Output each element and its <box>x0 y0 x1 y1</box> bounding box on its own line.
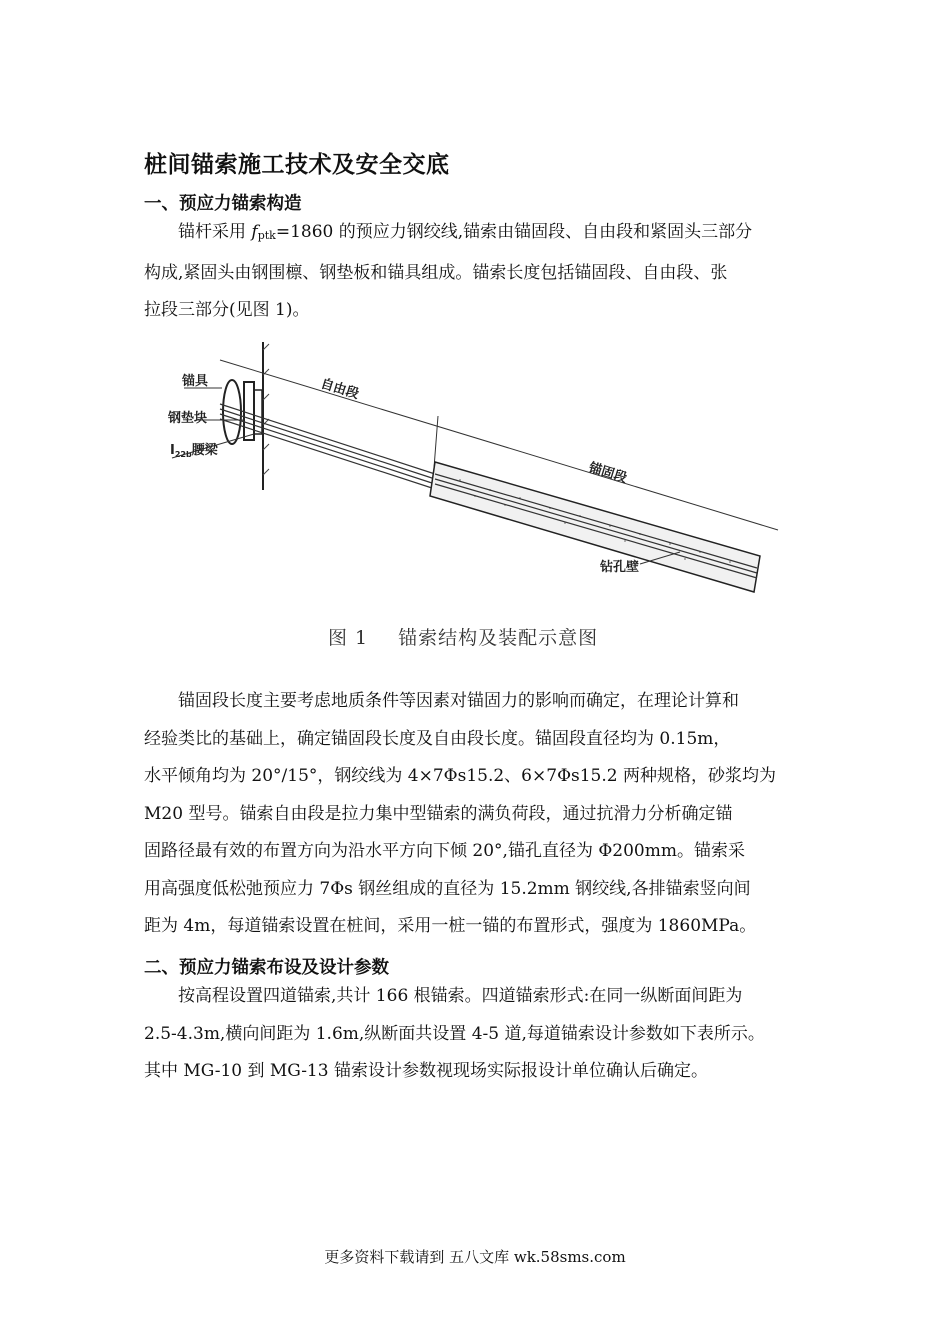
paragraph-3-line: 按高程设置四道锚索,共计 166 根锚索。四道锚索形式:在同一纵断面间距为 <box>178 986 743 1006</box>
document-title: 桩间锚索施工技术及安全交底 <box>144 152 450 178</box>
label-borehole-wall: 钻孔壁 <box>600 560 640 575</box>
label-anchor: 锚具 <box>182 374 209 389</box>
figure-caption-text: 锚索结构及装配示意图 <box>398 627 599 649</box>
section-heading-1: 一、预应力锚索构造 <box>144 194 302 214</box>
figure-caption <box>328 623 598 650</box>
label-beam-suffix: 腰梁 <box>191 443 218 458</box>
paragraph-3-line: 2.5-4.3m,横向间距为 1.6m,纵断面共设置 4-5 道,每道锚索设计参数如下表所示。 <box>144 1023 765 1044</box>
anchor-head-shape <box>223 380 241 444</box>
paragraph-1 <box>144 214 808 330</box>
label-beam <box>170 442 219 459</box>
text-span: 锚杆采用 <box>178 222 252 242</box>
paragraph-1-line-2: 构成,紧固头由钢围檩、钢垫板和锚具组成。锚索长度包括锚固段、自由段、张 <box>144 262 728 283</box>
paragraph-2-line: 经验类比的基础上，确定锚固段长度及自由段长度。锚固段直径均为 0.15m， <box>144 728 731 749</box>
anchor-structure-figure <box>160 330 790 610</box>
fixed-segment-body <box>430 462 760 592</box>
paragraph-3-line: 其中 MG-10 到 MG-13 锚索设计参数视现场实际报设计单位确认后确定。 <box>144 1061 708 1081</box>
paragraph-2-line: 水平倾角均为 20°/15°，钢绞线为 4×7Φs15.2、6×7Φs15.2 两种规格，砂浆均为 <box>144 766 776 786</box>
paragraph-2-line: 固路径最有效的布置方向为沿水平方向下倾 20°,锚孔直径为 Φ200mm。锚索采 <box>144 841 745 861</box>
paragraph-2 <box>144 683 808 946</box>
label-free-segment: 自由段 <box>318 376 361 403</box>
paragraph-2-line: 距为 4m，每道锚索设置在桩间，采用一桩一锚的布置形式，强度为 1860MPa。 <box>144 916 757 936</box>
paragraph-1-line-1 <box>144 214 808 255</box>
paragraph-2-line: 锚固段长度主要考虑地质条件等因素对锚固力的影响而确定，在理论计算和 <box>178 691 739 711</box>
paragraph-3 <box>144 978 808 1091</box>
text-span: =1860 的预应力钢绞线,锚索由锚固段、自由段和紧固头三部分 <box>275 222 753 242</box>
figure-number: 图 1 <box>328 627 369 649</box>
symbol-subscript: ptk <box>257 229 276 242</box>
free-segment-tendons <box>220 404 435 489</box>
steel-plate-shape <box>244 382 254 440</box>
paragraph-1-line-3: 拉段三部分(见图 1)。 <box>144 300 310 320</box>
paragraph-2-line: 用高强度低松弛预应力 7Φs 钢丝组成的直径为 15.2mm 钢绞线,各排锚索竖向间 <box>144 878 751 899</box>
section-heading-2: 二、预应力锚索布设及设计参数 <box>144 958 389 978</box>
symbol-f: f <box>251 222 258 242</box>
label-fixed-segment: 锚固段 <box>586 460 629 487</box>
label-beam-sub: 22b <box>174 450 192 459</box>
page-footer: 更多资料下载请到 五八文库 wk.58sms.com <box>324 1248 626 1266</box>
label-beam-prefix: I <box>170 443 175 458</box>
label-plate: 钢垫块 <box>168 411 208 426</box>
paragraph-2-line: M20 型号。锚索自由段是拉力集中型锚索的满负荷段，通过抗滑力分析确定锚 <box>144 803 733 824</box>
